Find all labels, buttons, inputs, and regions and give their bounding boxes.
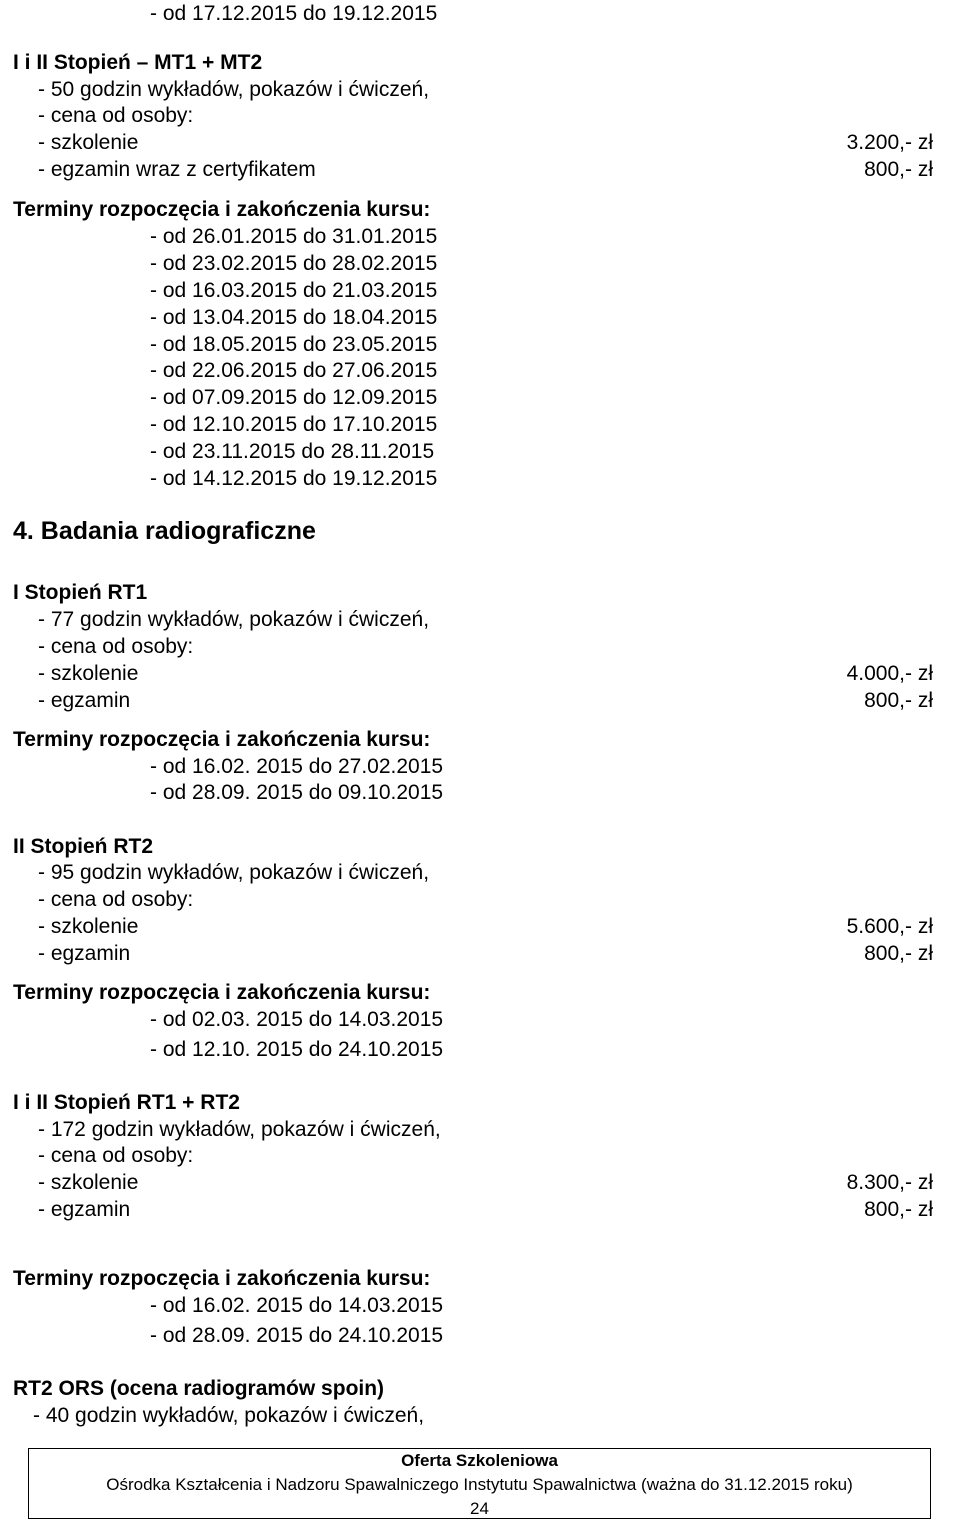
terms-heading: Terminy rozpoczęcia i zakończenia kursu:	[13, 1267, 431, 1290]
training-label: - szkolenie	[38, 662, 139, 685]
date-range: - od 23.02.2015 do 28.02.2015	[150, 252, 438, 275]
training-price: 4.000,- zł	[846, 662, 933, 685]
footer-subtitle: Ośrodka Kształcenia i Nadzoru Spawalniczego Instytutu Spawalnictwa (ważna do 31.12.2015 roku)	[106, 1475, 853, 1494]
date-range: - od 12.10.2015 do 17.10.2015	[150, 413, 438, 436]
exam-price: 800,- zł	[864, 942, 933, 965]
date-range: - od 07.09.2015 do 12.09.2015	[150, 386, 438, 409]
date-range: - od 22.06.2015 do 27.06.2015	[150, 359, 438, 382]
footer-title: Oferta Szkoleniowa	[401, 1451, 558, 1470]
exam-price: 800,- zł	[864, 689, 933, 712]
course-title-rt1: I Stopień RT1	[13, 581, 148, 604]
exam-label: - egzamin wraz z certyfikatem	[38, 158, 316, 181]
training-price: 8.300,- zł	[846, 1171, 933, 1194]
course-title-mt: I i II Stopień – MT1 + MT2	[13, 51, 263, 74]
course-hours: - 77 godzin wykładów, pokazów i ćwiczeń,	[38, 608, 430, 631]
date-range: - od 12.10. 2015 do 24.10.2015	[150, 1038, 444, 1061]
date-range: - od 26.01.2015 do 31.01.2015	[150, 225, 438, 248]
course-hours: - 95 godzin wykładów, pokazów i ćwiczeń,	[38, 861, 430, 884]
date-range: - od 18.05.2015 do 23.05.2015	[150, 333, 438, 356]
page-footer	[28, 1448, 931, 1519]
price-label: - cena od osoby:	[38, 1144, 194, 1167]
date-range: - od 14.12.2015 do 19.12.2015	[150, 467, 438, 490]
course-title-rt2: II Stopień RT2	[13, 835, 154, 858]
course-hours: - 172 godzin wykładów, pokazów i ćwiczeń,	[38, 1118, 441, 1141]
date-range: - od 13.04.2015 do 18.04.2015	[150, 306, 438, 329]
exam-price: 800,- zł	[864, 158, 933, 181]
terms-heading: Terminy rozpoczęcia i zakończenia kursu:	[13, 198, 431, 221]
price-label: - cena od osoby:	[38, 888, 194, 911]
exam-label: - egzamin	[38, 1198, 131, 1221]
date-range: - od 23.11.2015 do 28.11.2015	[150, 440, 435, 463]
course-title-ors: RT2 ORS (ocena radiogramów spoin)	[13, 1377, 385, 1400]
exam-price: 800,- zł	[864, 1198, 933, 1221]
exam-label: - egzamin	[38, 942, 131, 965]
section-heading: 4. Badania radiograficzne	[13, 517, 316, 545]
terms-heading: Terminy rozpoczęcia i zakończenia kursu:	[13, 728, 431, 751]
terms-heading: Terminy rozpoczęcia i zakończenia kursu:	[13, 981, 431, 1004]
date-range: - od 16.02. 2015 do 14.03.2015	[150, 1294, 444, 1317]
course-hours: - 50 godzin wykładów, pokazów i ćwiczeń,	[38, 78, 430, 101]
date-range: - od 17.12.2015 do 19.12.2015	[150, 2, 438, 25]
price-label: - cena od osoby:	[38, 104, 194, 127]
date-range: - od 02.03. 2015 do 14.03.2015	[150, 1008, 444, 1031]
training-label: - szkolenie	[38, 1171, 139, 1194]
price-label: - cena od osoby:	[38, 635, 194, 658]
course-title-rt12: I i II Stopień RT1 + RT2	[13, 1091, 240, 1114]
date-range: - od 16.03.2015 do 21.03.2015	[150, 279, 438, 302]
training-label: - szkolenie	[38, 131, 139, 154]
training-price: 5.600,- zł	[846, 915, 933, 938]
training-label: - szkolenie	[38, 915, 139, 938]
date-range: - od 16.02. 2015 do 27.02.2015	[150, 755, 444, 778]
page-number: 24	[470, 1499, 489, 1518]
course-hours: - 40 godzin wykładów, pokazów i ćwiczeń,	[33, 1404, 425, 1427]
training-price: 3.200,- zł	[846, 131, 933, 154]
date-range: - od 28.09. 2015 do 24.10.2015	[150, 1324, 444, 1347]
exam-label: - egzamin	[38, 689, 131, 712]
date-range: - od 28.09. 2015 do 09.10.2015	[150, 781, 444, 804]
